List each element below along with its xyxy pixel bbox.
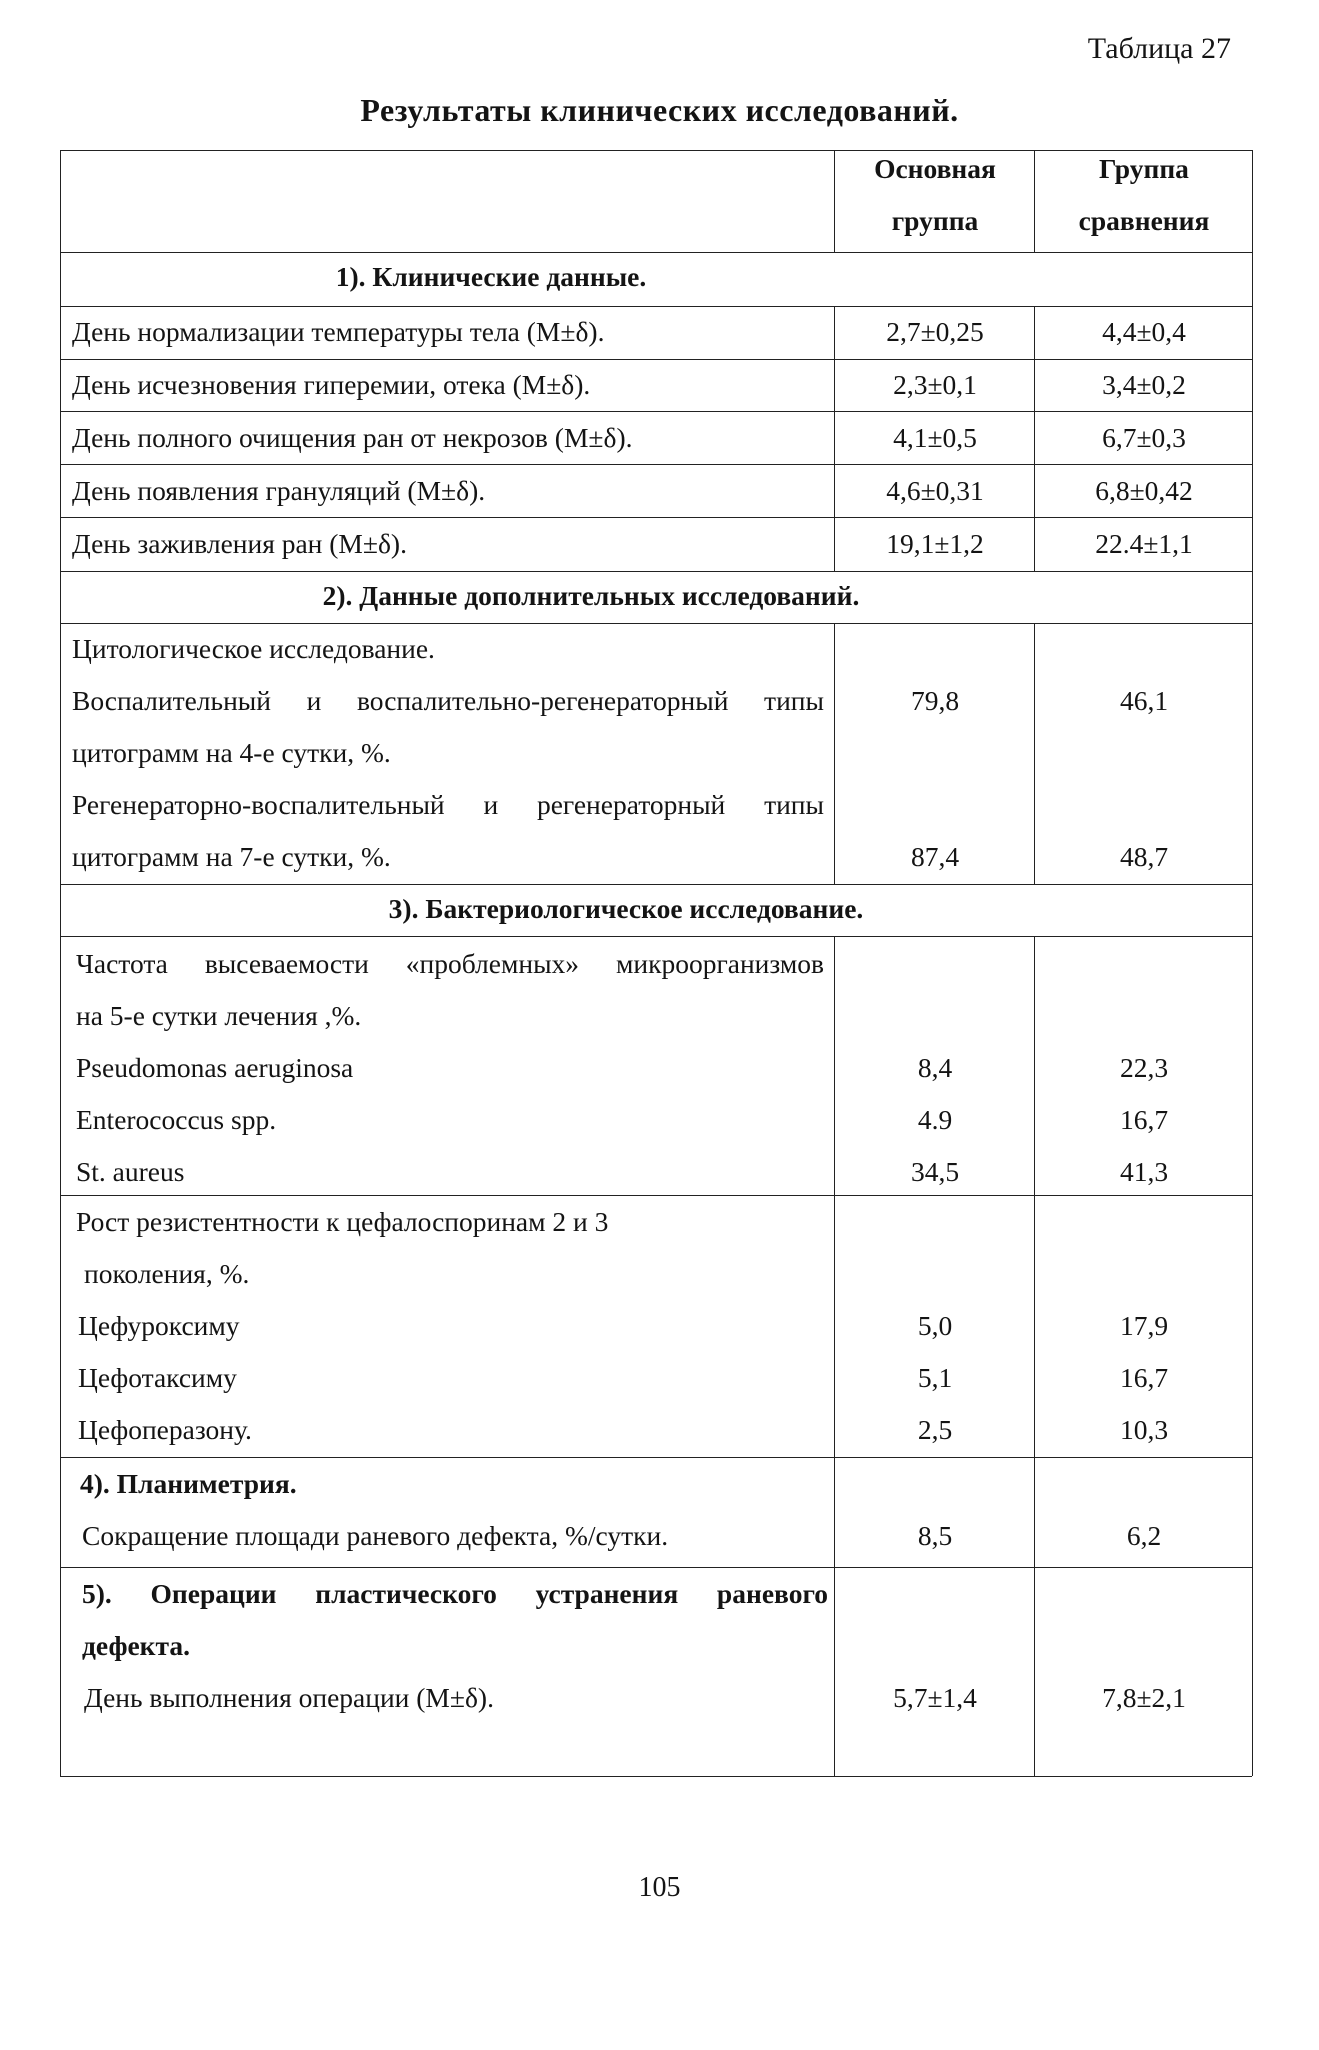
- column-divider: [1034, 306, 1035, 571]
- row-label: День заживления ран (M±δ).: [72, 528, 407, 559]
- drug-label: Цефотаксиму: [78, 1362, 237, 1393]
- comparison-group-value: 46,1: [1119, 685, 1169, 716]
- row-divider: [60, 936, 1252, 937]
- comparison-group-value: 3,4±0,2: [1102, 369, 1186, 400]
- section-title: 3). Бактериологическое исследование.: [388, 893, 864, 924]
- cytology-item1-line1: Воспалительный и воспалительно-регенераторный типы: [72, 685, 824, 716]
- comparison-group-value: 22.4±1,1: [1095, 528, 1193, 559]
- main-group-value: 2,7±0,25: [886, 316, 984, 347]
- section-title: 4). Планиметрия.: [80, 1468, 297, 1499]
- row-divider: [60, 464, 1252, 465]
- main-group-value: 79,8: [910, 685, 960, 716]
- main-group-value: 2,3±0,1: [893, 369, 977, 400]
- header-main-group-line1: Основная: [874, 153, 996, 184]
- main-group-value: 87,4: [910, 841, 960, 872]
- row-divider: [60, 411, 1252, 412]
- table-border-top: [60, 150, 1252, 151]
- main-group-value: 4,6±0,31: [886, 475, 984, 506]
- column-divider: [834, 936, 835, 1776]
- row-divider: [60, 1457, 1252, 1458]
- main-group-value: 8,4: [917, 1052, 953, 1083]
- main-group-value: 34,5: [910, 1156, 960, 1187]
- row-divider: [60, 623, 1252, 624]
- comparison-group-value: 10,3: [1119, 1414, 1169, 1445]
- resistance-heading-line1: Рост резистентности к цефалоспоринам 2 и 3: [76, 1206, 609, 1237]
- table-border-left: [60, 150, 61, 1776]
- header-comparison-group-line1: Группа: [1099, 153, 1189, 184]
- page-number: 105: [638, 1872, 681, 1903]
- frequency-heading-line1: Частота высеваемости «проблемных» микроорганизмов: [76, 948, 824, 979]
- cytology-item2-line1: Регенераторно-воспалительный и регенераторный типы: [72, 789, 824, 820]
- column-divider: [834, 623, 835, 884]
- comparison-group-value: 6,8±0,42: [1095, 475, 1193, 506]
- section-title: 1). Клинические данные.: [335, 261, 647, 292]
- table-label: Таблица 27: [1087, 32, 1231, 65]
- column-divider: [834, 150, 835, 252]
- organism-label: St. aureus: [76, 1156, 185, 1187]
- comparison-group-value: 17,9: [1119, 1310, 1169, 1341]
- section-title: 2). Данные дополнительных исследований.: [322, 580, 860, 611]
- row-divider: [60, 252, 1252, 253]
- comparison-group-value: 48,7: [1119, 841, 1169, 872]
- organism-label: Enterococcus spp.: [76, 1104, 277, 1135]
- main-group-value: 19,1±1,2: [886, 528, 984, 559]
- column-divider: [834, 306, 835, 571]
- main-group-value: 5,7±1,4: [893, 1682, 977, 1713]
- header-main-group-line2: группа: [891, 205, 979, 236]
- row-label: День исчезновения гиперемии, отека (M±δ).: [72, 369, 591, 400]
- table-border-bottom: [60, 1776, 1252, 1777]
- frequency-heading-line2: на 5-е сутки лечения ,%.: [76, 1000, 362, 1031]
- comparison-group-value: 6,2: [1126, 1520, 1162, 1551]
- main-group-value: 5,1: [917, 1362, 953, 1393]
- comparison-group-value: 6,7±0,3: [1102, 422, 1186, 453]
- column-divider: [1034, 623, 1035, 884]
- main-group-value: 4.9: [917, 1104, 953, 1135]
- resistance-heading-line2: поколения, %.: [84, 1258, 250, 1289]
- section-title-continued: дефекта.: [82, 1630, 190, 1661]
- comparison-group-value: 41,3: [1119, 1156, 1169, 1187]
- main-group-value: 4,1±0,5: [893, 422, 977, 453]
- comparison-group-value: 16,7: [1119, 1362, 1169, 1393]
- planimetry-label: Сокращение площади раневого дефекта, %/сутки.: [82, 1520, 669, 1551]
- row-divider: [60, 517, 1252, 518]
- row-label: День полного очищения ран от некрозов (M±δ).: [72, 422, 633, 453]
- comparison-group-value: 16,7: [1119, 1104, 1169, 1135]
- row-divider: [60, 571, 1252, 572]
- row-divider: [60, 1567, 1252, 1568]
- header-comparison-group-line2: сравнения: [1078, 205, 1210, 236]
- row-divider: [60, 884, 1252, 885]
- row-divider: [60, 359, 1252, 360]
- row-label: День нормализации температуры тела (M±δ).: [72, 316, 605, 347]
- table-border-right: [1252, 150, 1253, 1776]
- page-title: Результаты клинических исследований.: [360, 92, 959, 128]
- cytology-item2-line2: цитограмм на 7-е сутки, %.: [72, 841, 391, 872]
- row-divider: [60, 306, 1252, 307]
- drug-label: Цефоперазону.: [78, 1414, 252, 1445]
- comparison-group-value: 22,3: [1119, 1052, 1169, 1083]
- operation-day-label: День выполнения операции (M±δ).: [84, 1682, 494, 1713]
- comparison-group-value: 7,8±2,1: [1102, 1682, 1186, 1713]
- cytology-item1-line2: цитограмм на 4-е сутки, %.: [72, 737, 391, 768]
- organism-label: Pseudomonas aeruginosa: [76, 1052, 354, 1083]
- column-divider: [1034, 150, 1035, 252]
- section-title: 5). Операции пластического устранения раневого: [82, 1578, 828, 1609]
- comparison-group-value: 4,4±0,4: [1102, 316, 1186, 347]
- column-divider: [1034, 936, 1035, 1776]
- main-group-value: 5,0: [917, 1310, 953, 1341]
- main-group-value: 8,5: [917, 1520, 953, 1551]
- cytology-heading: Цитологическое исследование.: [72, 633, 435, 664]
- row-label: День появления грануляций (M±δ).: [72, 475, 486, 506]
- row-divider: [60, 1195, 1252, 1196]
- drug-label: Цефуроксиму: [78, 1310, 240, 1341]
- main-group-value: 2,5: [917, 1414, 953, 1445]
